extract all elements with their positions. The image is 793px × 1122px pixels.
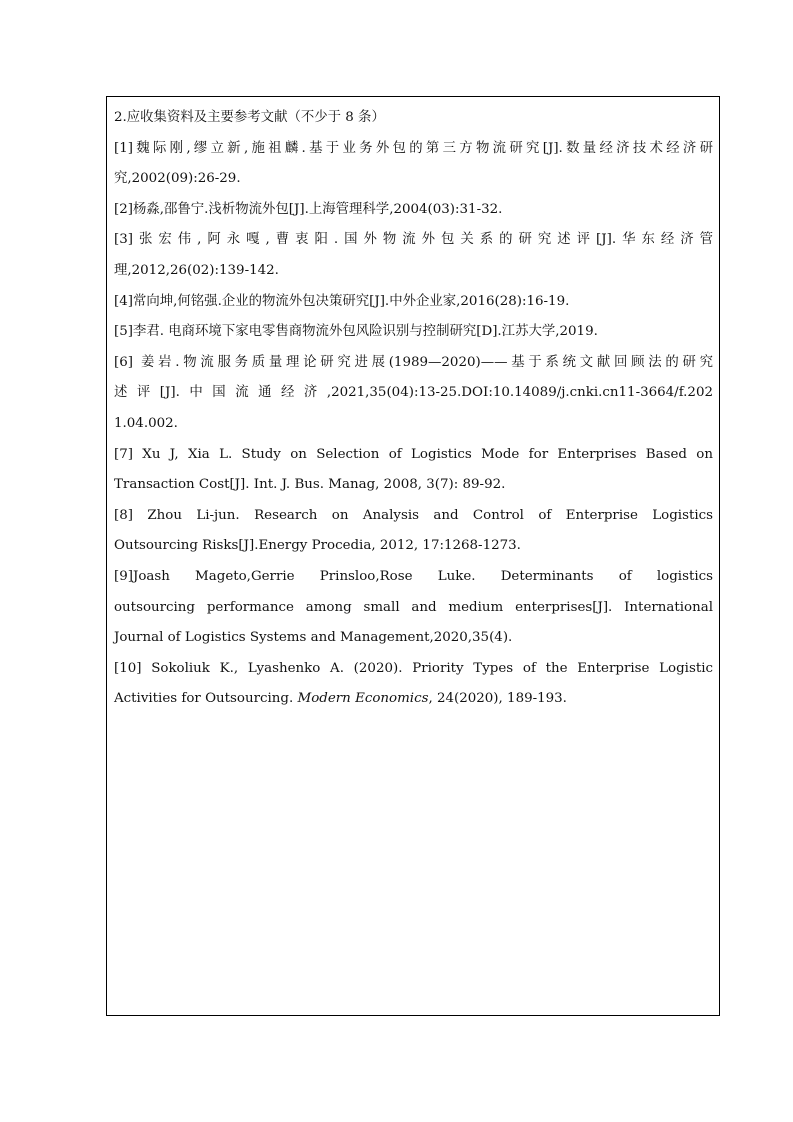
reference-6 <box>114 348 713 440</box>
reference-line: 究,2002(09):26-29. <box>114 171 241 187</box>
reference-text: , 24(2020), 189-193. <box>428 691 567 707</box>
reference-3 <box>114 225 713 286</box>
reference-line: [2]杨淼,邵鲁宁.浅析物流外包[J].上海管理科学,2004(03):31-32. <box>114 201 503 217</box>
reference-line: Outsourcing Risks[J].Energy Procedia, 2012, 17:1268-1273. <box>114 538 521 554</box>
reference-10 <box>114 654 713 715</box>
reference-line: Journal of Logistics Systems and Management,2020,35(4). <box>114 630 513 646</box>
reference-line: outsourcing performance among small and medium enterprises[J]. International <box>114 599 713 615</box>
reference-line: 1.04.002. <box>114 415 178 431</box>
reference-1 <box>114 134 713 195</box>
reference-7 <box>114 440 713 501</box>
reference-line: [4]常向坤,何铭强.企业的物流外包决策研究[J].中外企业家,2016(28):16-19. <box>114 293 570 309</box>
reference-line: [10] Sokoliuk K., Lyashenko A. (2020). Priority Types of the Enterprise Logistic <box>114 660 713 676</box>
references-table-cell <box>106 96 720 1016</box>
reference-line: [6] 姜岩.物流服务质量理论研究进展(1989—2020)——基于系统文献回顾法的研究 <box>114 354 713 370</box>
reference-5 <box>114 317 713 348</box>
reference-4 <box>114 287 713 318</box>
reference-line: [5]李君. 电商环境下家电零售商物流外包风险识别与控制研究[D].江苏大学,2019. <box>114 324 598 340</box>
reference-line: [1]魏际刚,缪立新,施祖麟.基于业务外包的第三方物流研究[J].数量经济技术经济研 <box>114 140 713 156</box>
reference-line: [9]Joash Mageto,Gerrie Prinsloo,Rose Luke. Determinants of logistics <box>114 568 713 584</box>
reference-line: [8] Zhou Li-jun. Research on Analysis and Control of Enterprise Logistics <box>114 507 713 523</box>
reference-9 <box>114 562 713 654</box>
journal-title: Modern Economics <box>297 691 429 707</box>
reference-2 <box>114 195 713 226</box>
reference-8 <box>114 501 713 562</box>
reference-line: Transaction Cost[J]. Int. J. Bus. Manag, 2008, 3(7): 89-92. <box>114 477 506 493</box>
reference-line: 理,2012,26(02):139-142. <box>114 262 279 278</box>
reference-line-last <box>114 684 713 715</box>
reference-line: 述评[J].中国流通经济,2021,35(04):13-25.DOI:10.14089/j.cnki.cn11-3664/f.202 <box>114 385 713 401</box>
reference-line: [3]张宏伟,阿永嘎,曹衷阳.国外物流外包关系的研究述评[J].华东经济管 <box>114 232 713 248</box>
section-heading: 2.应收集资料及主要参考文献（不少于 8 条） <box>114 110 385 125</box>
reference-text: Activities for Outsourcing. <box>114 691 298 707</box>
reference-line: [7] Xu J, Xia L. Study on Selection of Logistics Mode for Enterprises Based on <box>114 446 713 462</box>
